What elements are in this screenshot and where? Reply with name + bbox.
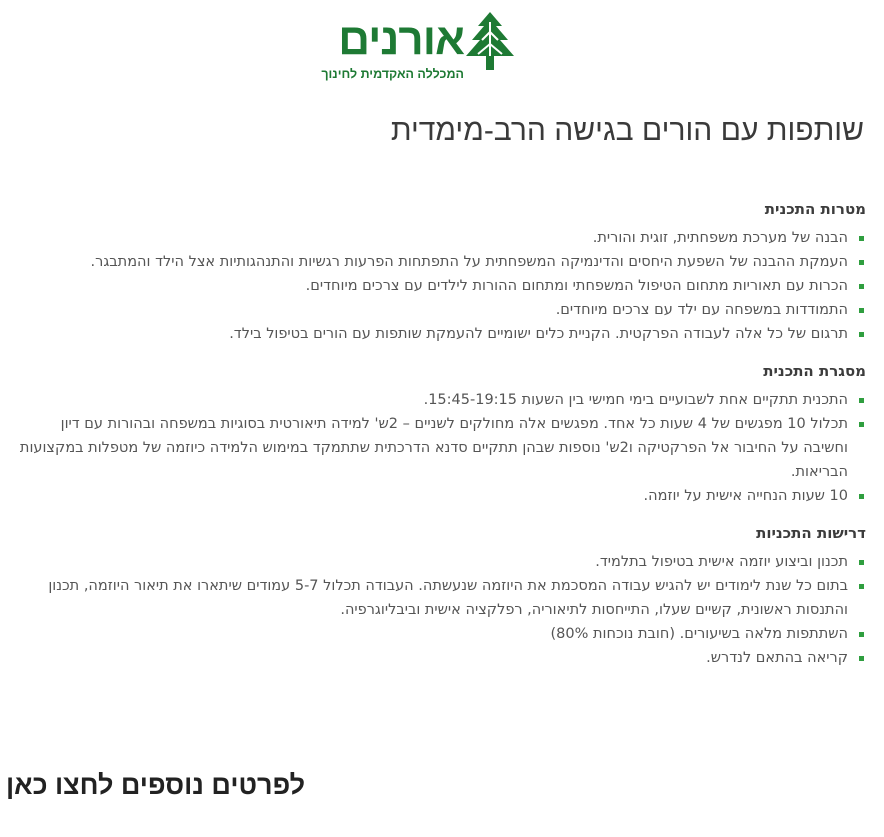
section-goals (16, 198, 866, 346)
list-item: השתתפות מלאה בשיעורים. (חובת נוכחות 80%) (16, 622, 866, 646)
list-item: התמודדות במשפחה עם ילד עם צרכים מיוחדים. (16, 298, 866, 322)
tree-logo-icon (464, 12, 516, 72)
section-heading: מסגרת התכנית (763, 362, 866, 380)
section-heading: מטרות התכנית (764, 200, 866, 218)
list-item: הבנה של מערכת משפחתית, זוגית והורית. (16, 226, 866, 250)
requirements-list (16, 550, 866, 670)
list-item: העמקת ההבנה של השפעת היחסים והדינמיקה המשפחתית על התפתחות הפרעות רגשיות והתנהגותיות אצל הילד והמתבגר. (16, 250, 866, 274)
section-requirements (16, 522, 866, 670)
logo-tagline: המכללה האקדמית לחינוך (321, 67, 464, 81)
more-details-link[interactable]: לפרטים נוספים לחצו כאן (6, 770, 306, 800)
logo-wordmark: אורנים (338, 15, 464, 64)
college-logo[interactable] (296, 12, 518, 84)
section-heading: דרישות התכניות (756, 524, 866, 542)
program-content (16, 198, 866, 684)
list-item: קריאה בהתאם לנדרש. (16, 646, 866, 670)
framework-list (16, 388, 866, 508)
list-item: 10 שעות הנחייה אישית על יוזמה. (16, 484, 866, 508)
list-item: תכנון וביצוע יוזמה אישית בטיפול בתלמיד. (16, 550, 866, 574)
list-item: תרגום של כל אלה לעבודה הפרקטית. הקניית כלים ישומיים להעמקת שותפות עם הורים בטיפול בילד. (16, 322, 866, 346)
list-item: בתום כל שנת לימודים יש להגיש עבודה המסכמת את היוזמה שנעשתה. העבודה תכלול 5-7 עמודים שיתארו את תיאור היוזמה, תכנון והתנסות ראשונית, קשיים שעלו, התייחסות לתיאוריה, רפלקציה אישית וביבליוגרפיה. (16, 574, 866, 622)
section-framework (16, 360, 866, 508)
goals-list (16, 226, 866, 346)
list-item: תכלול 10 מפגשים של 4 שעות כל אחד. מפגשים אלה מחולקים לשניים – 2ש' למידה תיאורטית בסוגיות במשפחה ובהורות עם דיון וחשיבה על החיבור אל הפרקטיקה ו2ש' נוספות שבהן תתקיים סדנא הדרכתית שתתמקד במימוש הלמידה כיוזמה של מטפלות במקצועות הבריאות. (16, 412, 866, 484)
list-item: התכנית תתקיים אחת לשבועיים בימי חמישי בין השעות 15:45-19:15. (16, 388, 866, 412)
list-item: הכרות עם תאוריות מתחום הטיפול המשפחתי ומתחום ההורות לילדים עם צרכים מיוחדים. (16, 274, 866, 298)
page-title: שותפות עם הורים בגישה הרב-מימדית (390, 114, 864, 147)
